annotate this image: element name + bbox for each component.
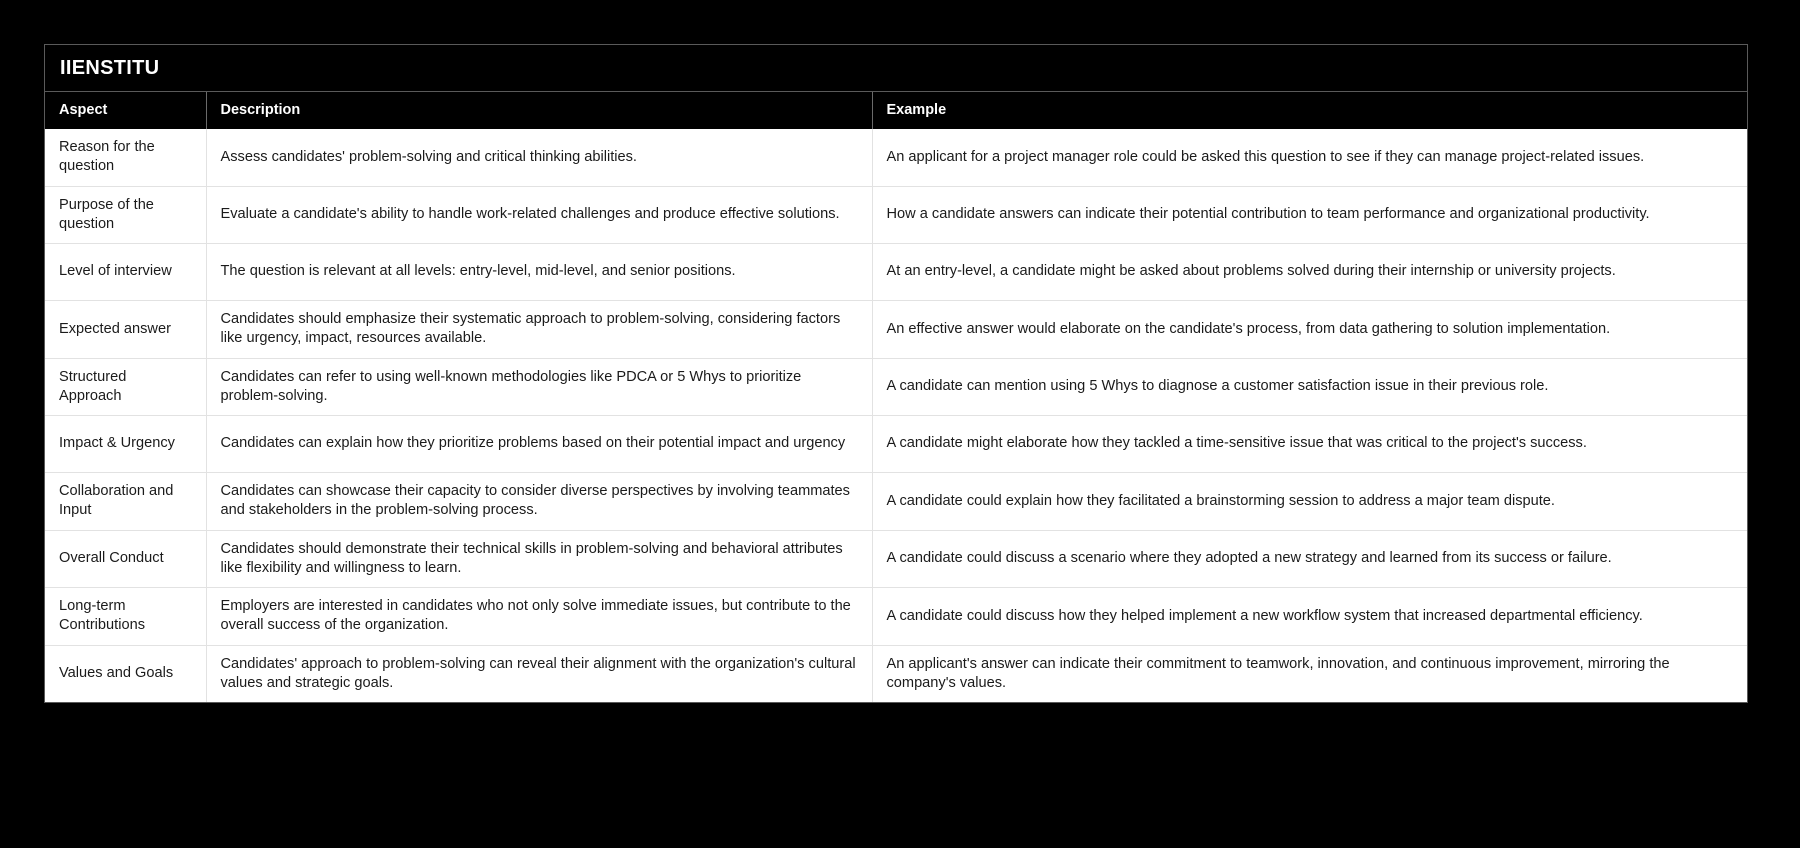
cell-aspect: Purpose of the question	[45, 186, 206, 244]
interview-aspects-table	[45, 92, 1747, 702]
cell-description: The question is relevant at all levels: entry-level, mid-level, and senior positions.	[206, 244, 872, 301]
column-header-aspect: Aspect	[45, 92, 206, 129]
cell-example: A candidate could explain how they facilitated a brainstorming session to address a major team dispute.	[872, 473, 1747, 531]
cell-description: Candidates can showcase their capacity to consider diverse perspectives by involving teammates and stakeholders in the problem-solving process.	[206, 473, 872, 531]
table-row	[45, 358, 1747, 416]
cell-aspect: Values and Goals	[45, 645, 206, 702]
cell-example: How a candidate answers can indicate their potential contribution to team performance and organizational productivity.	[872, 186, 1747, 244]
cell-example: A candidate could discuss a scenario where they adopted a new strategy and learned from its success or failure.	[872, 530, 1747, 588]
cell-aspect: Level of interview	[45, 244, 206, 301]
column-header-description: Description	[206, 92, 872, 129]
cell-description: Candidates should demonstrate their technical skills in problem-solving and behavioral attributes like flexibility and willingness to learn.	[206, 530, 872, 588]
table-body	[45, 129, 1747, 702]
table-header	[45, 92, 1747, 129]
cell-description: Evaluate a candidate's ability to handle work-related challenges and produce effective solutions.	[206, 186, 872, 244]
cell-description: Candidates should emphasize their systematic approach to problem-solving, considering factors like urgency, impact, resources available.	[206, 301, 872, 359]
table-row	[45, 186, 1747, 244]
cell-example: At an entry-level, a candidate might be asked about problems solved during their internship or university projects.	[872, 244, 1747, 301]
cell-aspect: Expected answer	[45, 301, 206, 359]
table-row	[45, 473, 1747, 531]
table-row	[45, 645, 1747, 702]
cell-example: A candidate could discuss how they helped implement a new workflow system that increased departmental efficiency.	[872, 588, 1747, 646]
cell-aspect: Structured Approach	[45, 358, 206, 416]
cell-example: An applicant's answer can indicate their commitment to teamwork, innovation, and continuous improvement, mirroring the company's values.	[872, 645, 1747, 702]
brand-bar	[45, 45, 1747, 92]
table-row	[45, 244, 1747, 301]
table-card	[44, 44, 1748, 703]
cell-aspect: Long-term Contributions	[45, 588, 206, 646]
cell-example: A candidate can mention using 5 Whys to diagnose a customer satisfaction issue in their previous role.	[872, 358, 1747, 416]
table-row	[45, 530, 1747, 588]
cell-aspect: Reason for the question	[45, 129, 206, 186]
cell-description: Candidates can refer to using well-known methodologies like PDCA or 5 Whys to prioritize problem-solving.	[206, 358, 872, 416]
column-header-example: Example	[872, 92, 1747, 129]
cell-example: An applicant for a project manager role could be asked this question to see if they can manage project-related issues.	[872, 129, 1747, 186]
cell-aspect: Overall Conduct	[45, 530, 206, 588]
cell-description: Candidates can explain how they prioritize problems based on their potential impact and urgency	[206, 416, 872, 473]
cell-example: An effective answer would elaborate on the candidate's process, from data gathering to solution implementation.	[872, 301, 1747, 359]
cell-description: Employers are interested in candidates who not only solve immediate issues, but contribute to the overall success of the organization.	[206, 588, 872, 646]
table-row	[45, 129, 1747, 186]
cell-description: Candidates' approach to problem-solving can reveal their alignment with the organization's cultural values and strategic goals.	[206, 645, 872, 702]
cell-example: A candidate might elaborate how they tackled a time-sensitive issue that was critical to the project's success.	[872, 416, 1747, 473]
cell-aspect: Collaboration and Input	[45, 473, 206, 531]
table-row	[45, 301, 1747, 359]
table-row	[45, 416, 1747, 473]
cell-aspect: Impact & Urgency	[45, 416, 206, 473]
brand-title: IIENSTITU	[60, 56, 160, 79]
table-header-row	[45, 92, 1747, 129]
table-row	[45, 588, 1747, 646]
cell-description: Assess candidates' problem-solving and critical thinking abilities.	[206, 129, 872, 186]
